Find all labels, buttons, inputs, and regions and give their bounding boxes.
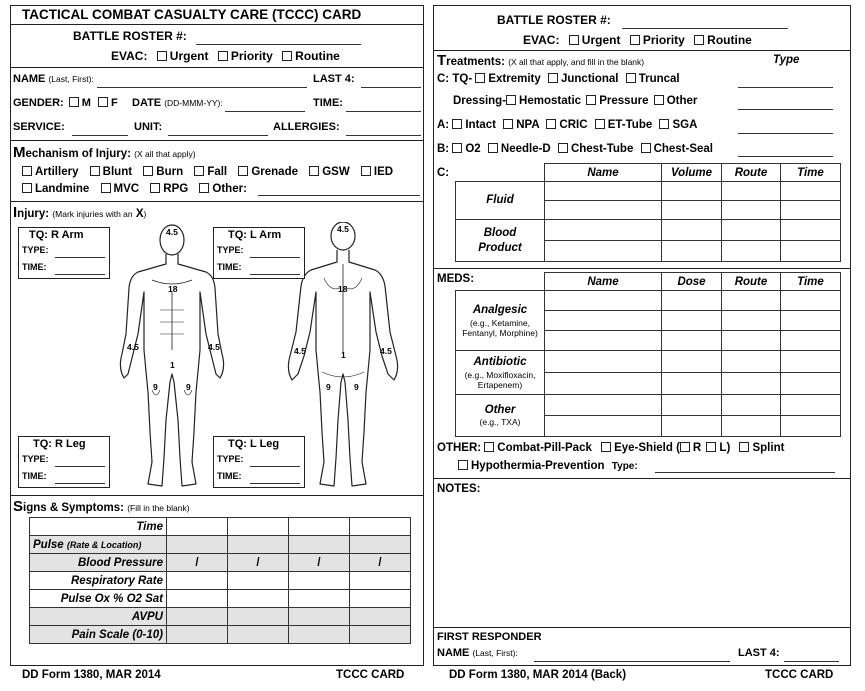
tq-junctional-checkbox[interactable] bbox=[548, 73, 558, 83]
back-head-percent: 4.5 bbox=[337, 224, 349, 234]
back-evac-routine-checkbox[interactable] bbox=[694, 35, 704, 45]
tq-r-arm-box bbox=[18, 227, 110, 279]
battle-roster-field[interactable] bbox=[196, 44, 361, 45]
antibiotic-cell[interactable] bbox=[662, 351, 722, 373]
fluid-cell[interactable] bbox=[722, 182, 781, 201]
analgesic-cell[interactable] bbox=[781, 291, 841, 311]
analgesic-cell[interactable] bbox=[545, 311, 662, 331]
date-field[interactable] bbox=[225, 111, 305, 112]
tq-r-leg-label: TQ: R Leg bbox=[33, 438, 86, 450]
breathing-row: B: O2 Needle-D Chest-Tube Chest-Seal bbox=[437, 143, 713, 155]
airway-type-field[interactable] bbox=[738, 133, 833, 134]
table-row bbox=[456, 395, 841, 416]
evac-label: EVAC: bbox=[111, 49, 148, 63]
table-row bbox=[456, 273, 841, 291]
front-l-leg-percent: 9 bbox=[186, 382, 191, 392]
antibiotic-cell[interactable] bbox=[722, 351, 781, 373]
meds-label: MEDS: bbox=[437, 273, 475, 285]
airway-cric-checkbox[interactable] bbox=[546, 119, 556, 129]
table-row bbox=[30, 554, 411, 572]
tq-l-arm-box bbox=[213, 227, 305, 279]
fr-last4-field[interactable] bbox=[784, 661, 839, 662]
blood-cell[interactable] bbox=[722, 241, 781, 262]
analgesic-cell[interactable] bbox=[662, 291, 722, 311]
table-row bbox=[30, 536, 411, 554]
service-label: SERVICE: bbox=[13, 121, 65, 133]
tq-l-arm-time-field[interactable] bbox=[250, 274, 300, 275]
splint-checkbox[interactable] bbox=[739, 442, 749, 452]
moi-heading: Mechanism of Injury: (X all that apply) bbox=[13, 144, 196, 161]
front-l-arm-percent: 4.5 bbox=[208, 342, 220, 352]
eye-shield-checkbox[interactable] bbox=[601, 442, 611, 452]
signs-resp-label: Respiratory Rate bbox=[30, 572, 167, 590]
back-footer-form: DD Form 1380, MAR 2014 (Back) bbox=[449, 669, 627, 681]
front-r-leg-percent: 9 bbox=[153, 382, 158, 392]
front-footer-card: TCCC CARD bbox=[336, 669, 405, 681]
airway-intact-checkbox[interactable] bbox=[452, 119, 462, 129]
other-row: OTHER: Combat-Pill-Pack Eye-Shield ( R L) Splint bbox=[437, 442, 785, 454]
tq-time-label: TIME: bbox=[22, 262, 47, 272]
signs-cell[interactable]: / bbox=[350, 554, 411, 572]
other-med-cell[interactable] bbox=[662, 395, 722, 416]
front-groin-percent: 1 bbox=[170, 360, 175, 370]
fr-name-field[interactable] bbox=[534, 661, 730, 662]
front-footer-form: DD Form 1380, MAR 2014 bbox=[22, 669, 161, 681]
signs-cell[interactable] bbox=[167, 572, 228, 590]
col-header-volume: Volume bbox=[662, 164, 722, 182]
signs-pain-label: Pain Scale (0-10) bbox=[30, 626, 167, 644]
signs-cell[interactable] bbox=[289, 608, 350, 626]
analgesic-cell[interactable] bbox=[722, 311, 781, 331]
moi-mvc-checkbox[interactable] bbox=[101, 183, 111, 193]
signs-cell[interactable] bbox=[228, 536, 289, 554]
antibiotic-cell[interactable] bbox=[722, 373, 781, 395]
tq-r-arm-type-field[interactable] bbox=[55, 257, 105, 258]
antibiotic-cell[interactable] bbox=[781, 351, 841, 373]
signs-cell[interactable] bbox=[289, 518, 350, 536]
signs-cell[interactable] bbox=[350, 536, 411, 554]
other-med-cell[interactable] bbox=[545, 416, 662, 437]
other-med-cell[interactable] bbox=[722, 395, 781, 416]
breathing-chest-seal-checkbox[interactable] bbox=[641, 143, 651, 153]
signs-cell[interactable] bbox=[289, 626, 350, 644]
signs-cell[interactable]: / bbox=[167, 554, 228, 572]
treatments-type-label: Type bbox=[773, 54, 800, 66]
analgesic-cell[interactable] bbox=[722, 291, 781, 311]
signs-cell[interactable]: / bbox=[228, 554, 289, 572]
signs-cell[interactable] bbox=[289, 590, 350, 608]
moi-blunt-checkbox[interactable] bbox=[90, 166, 100, 176]
airway-npa-checkbox[interactable] bbox=[503, 119, 513, 129]
hypothermia-checkbox[interactable] bbox=[458, 460, 468, 470]
tq-l-arm-type-field[interactable] bbox=[250, 257, 300, 258]
gender-label: GENDER: bbox=[13, 97, 64, 109]
dressing-row: Dressing- Hemostatic Pressure Other bbox=[453, 95, 698, 107]
fluid-cell[interactable] bbox=[662, 201, 722, 220]
other-med-cell[interactable] bbox=[722, 416, 781, 437]
tq-r-arm-time-field[interactable] bbox=[55, 274, 105, 275]
back-evac-urgent-checkbox[interactable] bbox=[569, 35, 579, 45]
fluid-cell[interactable] bbox=[545, 182, 662, 201]
table-row bbox=[30, 590, 411, 608]
fluid-cell[interactable] bbox=[662, 182, 722, 201]
moi-rpg-checkbox[interactable] bbox=[150, 183, 160, 193]
tq-type-label: TYPE: bbox=[22, 245, 49, 255]
table-row bbox=[456, 182, 841, 201]
back-footer-card: TCCC CARD bbox=[765, 669, 834, 681]
fluid-cell[interactable] bbox=[722, 201, 781, 220]
divider bbox=[10, 67, 424, 68]
time-label: TIME: bbox=[313, 97, 343, 109]
hypothermia-row: Hypothermia-Prevention Type: bbox=[458, 460, 638, 472]
antibiotic-cell[interactable] bbox=[545, 373, 662, 395]
hypothermia-type-field[interactable] bbox=[655, 472, 835, 473]
fr-last4-label: LAST 4: bbox=[738, 647, 780, 659]
time-field[interactable] bbox=[346, 111, 421, 112]
other-med-cell[interactable] bbox=[662, 416, 722, 437]
blood-cell[interactable] bbox=[781, 220, 841, 241]
tq-type-label: TYPE: bbox=[217, 245, 244, 255]
tq-l-leg-time-field[interactable] bbox=[250, 483, 300, 484]
tq-l-leg-box bbox=[213, 436, 305, 488]
evac-routine-label: Routine bbox=[295, 49, 340, 63]
signs-cell[interactable] bbox=[167, 590, 228, 608]
moi-burn-checkbox[interactable] bbox=[143, 166, 153, 176]
back-evac-priority-checkbox[interactable] bbox=[630, 35, 640, 45]
analgesic-label: Analgesic (e.g., Ketamine, Fentanyl, Morphine) bbox=[456, 291, 545, 351]
injury-heading: Injury: (Mark injuries with an X) bbox=[13, 204, 147, 221]
signs-avpu-label: AVPU bbox=[30, 608, 167, 626]
signs-cell[interactable] bbox=[228, 572, 289, 590]
moi-gsw-checkbox[interactable] bbox=[309, 166, 319, 176]
antibiotic-cell[interactable] bbox=[662, 373, 722, 395]
evac-priority-label: Priority bbox=[230, 49, 273, 63]
analgesic-cell[interactable] bbox=[722, 331, 781, 351]
evac-row bbox=[111, 49, 340, 63]
tq-type-label: TYPE: bbox=[22, 454, 49, 464]
blood-cell[interactable] bbox=[545, 220, 662, 241]
tq-treatment-row: C: TQ- Extremity Junctional Truncal bbox=[437, 73, 680, 85]
gender-row: GENDER: M F bbox=[13, 97, 118, 109]
divider bbox=[433, 50, 851, 51]
meds-header-name: Name bbox=[545, 273, 662, 291]
signs-heading: Signs & Symptoms: (Fill in the blank) bbox=[13, 498, 190, 515]
divider bbox=[433, 627, 851, 628]
signs-cell[interactable] bbox=[167, 626, 228, 644]
unit-field[interactable] bbox=[168, 135, 268, 136]
card-title: TACTICAL COMBAT CASUALTY CARE (TCCC) CARD bbox=[22, 7, 362, 22]
notes-area[interactable] bbox=[436, 500, 848, 624]
signs-cell[interactable] bbox=[228, 590, 289, 608]
divider bbox=[10, 24, 424, 25]
tq-time-label: TIME: bbox=[217, 262, 242, 272]
breathing-type-field[interactable] bbox=[738, 156, 833, 157]
dressing-hemostatic-checkbox[interactable] bbox=[506, 95, 516, 105]
allergies-field[interactable] bbox=[346, 135, 421, 136]
moi-grenade-checkbox[interactable] bbox=[238, 166, 248, 176]
signs-cell[interactable] bbox=[167, 518, 228, 536]
antibiotic-label: Antibiotic (e.g., Moxifloxacin, Ertapenem) bbox=[456, 351, 545, 395]
moi-landmine-checkbox[interactable] bbox=[22, 183, 32, 193]
circulation-table bbox=[455, 163, 841, 262]
signs-cell[interactable] bbox=[167, 536, 228, 554]
evac-priority-checkbox[interactable] bbox=[218, 51, 228, 61]
back-l-arm-percent: 4.5 bbox=[380, 346, 392, 356]
moi-fall-checkbox[interactable] bbox=[194, 166, 204, 176]
last4-field[interactable] bbox=[361, 87, 421, 88]
meds-header-route: Route bbox=[722, 273, 781, 291]
other-med-label: Other (e.g., TXA) bbox=[456, 395, 545, 437]
blood-cell[interactable] bbox=[722, 220, 781, 241]
blood-cell[interactable] bbox=[662, 241, 722, 262]
dressing-type-field[interactable] bbox=[738, 109, 833, 110]
combat-pill-pack-checkbox[interactable] bbox=[484, 442, 494, 452]
signs-time-label: Time bbox=[30, 518, 167, 536]
front-torso-percent: 18 bbox=[168, 284, 178, 294]
signs-cell[interactable] bbox=[228, 608, 289, 626]
evac-urgent-label: Urgent bbox=[169, 49, 209, 63]
antibiotic-cell[interactable] bbox=[545, 351, 662, 373]
col-header-route: Route bbox=[722, 164, 781, 182]
front-r-arm-percent: 4.5 bbox=[127, 342, 139, 352]
analgesic-cell[interactable] bbox=[781, 331, 841, 351]
breathing-o2-checkbox[interactable] bbox=[452, 143, 462, 153]
signs-cell[interactable] bbox=[350, 608, 411, 626]
signs-pulse-label: Pulse (Rate & Location) bbox=[30, 536, 167, 554]
analgesic-cell[interactable] bbox=[545, 291, 662, 311]
signs-cell[interactable] bbox=[350, 572, 411, 590]
evac-urgent-checkbox[interactable] bbox=[157, 51, 167, 61]
dressing-pressure-checkbox[interactable] bbox=[586, 95, 596, 105]
meds-header-dose: Dose bbox=[662, 273, 722, 291]
moi-ied-checkbox[interactable] bbox=[361, 166, 371, 176]
service-field[interactable] bbox=[72, 135, 128, 136]
table-row bbox=[30, 626, 411, 644]
tq-type-label: TYPE: bbox=[217, 454, 244, 464]
table-row bbox=[456, 164, 841, 182]
moi-other-field[interactable] bbox=[258, 195, 420, 196]
tq-time-label: TIME: bbox=[22, 471, 47, 481]
signs-cell[interactable] bbox=[228, 518, 289, 536]
tq-truncal-checkbox[interactable] bbox=[626, 73, 636, 83]
signs-cell[interactable] bbox=[350, 518, 411, 536]
notes-label: NOTES: bbox=[437, 483, 481, 495]
blood-cell[interactable] bbox=[781, 241, 841, 262]
date-label: DATE (DD-MMM-YY): bbox=[132, 97, 223, 109]
airway-sga-checkbox[interactable] bbox=[659, 119, 669, 129]
tq-l-arm-label: TQ: L Arm bbox=[228, 229, 282, 241]
name-field[interactable] bbox=[97, 87, 307, 88]
divider bbox=[433, 478, 851, 479]
signs-pulseox-label: Pulse Ox % O2 Sat bbox=[30, 590, 167, 608]
signs-cell[interactable] bbox=[350, 590, 411, 608]
tq-l-leg-label: TQ: L Leg bbox=[228, 438, 280, 450]
back-evac-row: EVAC: Urgent Priority Routine bbox=[523, 33, 752, 47]
moi-artillery-checkbox[interactable] bbox=[22, 166, 32, 176]
fluid-label: Fluid bbox=[456, 182, 545, 220]
airway-et-tube-checkbox[interactable] bbox=[595, 119, 605, 129]
tq-l-leg-type-field[interactable] bbox=[250, 466, 300, 467]
gender-m-checkbox[interactable] bbox=[69, 97, 79, 107]
tq-r-leg-box bbox=[18, 436, 110, 488]
moi-row-1: Artillery Blunt Burn Fall Grenade GSW IED bbox=[22, 166, 393, 178]
divider bbox=[433, 268, 851, 269]
battle-roster-label: BATTLE ROSTER #: bbox=[73, 29, 187, 43]
back-r-arm-percent: 4.5 bbox=[294, 346, 306, 356]
moi-row-2: Landmine MVC RPG Other: bbox=[22, 183, 247, 195]
fluid-cell[interactable] bbox=[545, 201, 662, 220]
signs-cell[interactable] bbox=[167, 608, 228, 626]
dressing-other-checkbox[interactable] bbox=[654, 95, 664, 105]
body-front-outline bbox=[120, 225, 223, 486]
back-battle-roster-field[interactable] bbox=[622, 28, 788, 29]
fr-name-label: NAME (Last, First): bbox=[437, 647, 518, 659]
divider bbox=[10, 140, 424, 141]
meds-header-time: Time bbox=[781, 273, 841, 291]
tq-r-arm-label: TQ: R Arm bbox=[29, 229, 84, 241]
moi-other-checkbox[interactable] bbox=[199, 183, 209, 193]
col-header-name: Name bbox=[545, 164, 662, 182]
col-header-time: Time bbox=[781, 164, 841, 182]
table-row bbox=[456, 351, 841, 373]
signs-cell[interactable]: / bbox=[289, 554, 350, 572]
meds-table bbox=[455, 272, 841, 437]
fluid-cell[interactable] bbox=[781, 201, 841, 220]
back-battle-roster-label: BATTLE ROSTER #: bbox=[497, 13, 611, 27]
tq-time-label: TIME: bbox=[217, 471, 242, 481]
signs-cell[interactable] bbox=[289, 572, 350, 590]
gender-f-checkbox[interactable] bbox=[98, 97, 108, 107]
analgesic-cell[interactable] bbox=[662, 331, 722, 351]
signs-table bbox=[29, 517, 411, 644]
tq-extremity-checkbox[interactable] bbox=[475, 73, 485, 83]
other-med-cell[interactable] bbox=[781, 416, 841, 437]
divider bbox=[10, 495, 424, 496]
table-row bbox=[30, 518, 411, 536]
table-row bbox=[456, 291, 841, 311]
signs-cell[interactable] bbox=[289, 536, 350, 554]
tq-type-field[interactable] bbox=[738, 87, 833, 88]
back-groin-percent: 1 bbox=[341, 350, 346, 360]
signs-cell[interactable] bbox=[228, 626, 289, 644]
other-med-cell[interactable] bbox=[545, 395, 662, 416]
other-med-cell[interactable] bbox=[781, 395, 841, 416]
blood-cell[interactable] bbox=[662, 220, 722, 241]
circulation-label: C: bbox=[437, 167, 450, 179]
back-r-leg-percent: 9 bbox=[326, 382, 331, 392]
eye-shield-r-checkbox[interactable] bbox=[680, 442, 690, 452]
allergies-label: ALLERGIES: bbox=[273, 121, 340, 133]
back-torso-percent: 18 bbox=[338, 284, 348, 294]
breathing-needle-d-checkbox[interactable] bbox=[488, 143, 498, 153]
analgesic-cell[interactable] bbox=[545, 331, 662, 351]
name-label: NAME (Last, First): bbox=[13, 73, 94, 85]
tq-r-leg-type-field[interactable] bbox=[55, 466, 105, 467]
table-row bbox=[456, 220, 841, 241]
breathing-chest-tube-checkbox[interactable] bbox=[558, 143, 568, 153]
evac-routine-checkbox[interactable] bbox=[282, 51, 292, 61]
analgesic-cell[interactable] bbox=[781, 311, 841, 331]
fluid-cell[interactable] bbox=[781, 182, 841, 201]
treatments-heading: Treatments: (X all that apply, and fill in the blank) bbox=[437, 52, 645, 69]
divider bbox=[10, 201, 424, 202]
tq-r-leg-time-field[interactable] bbox=[55, 483, 105, 484]
first-responder-label: FIRST RESPONDER bbox=[437, 631, 542, 643]
last4-label: LAST 4: bbox=[313, 73, 355, 85]
table-row bbox=[30, 572, 411, 590]
antibiotic-cell[interactable] bbox=[781, 373, 841, 395]
blood-product-label: Blood Product bbox=[456, 220, 545, 262]
front-head-percent: 4.5 bbox=[166, 227, 178, 237]
signs-bp-label: Blood Pressure bbox=[30, 554, 167, 572]
back-l-leg-percent: 9 bbox=[354, 382, 359, 392]
signs-cell[interactable] bbox=[350, 626, 411, 644]
eye-shield-l-checkbox[interactable] bbox=[706, 442, 716, 452]
blood-cell[interactable] bbox=[545, 241, 662, 262]
airway-row: A: Intact NPA CRIC ET-Tube SGA bbox=[437, 119, 698, 131]
table-row bbox=[30, 608, 411, 626]
analgesic-cell[interactable] bbox=[662, 311, 722, 331]
unit-label: UNIT: bbox=[134, 121, 163, 133]
